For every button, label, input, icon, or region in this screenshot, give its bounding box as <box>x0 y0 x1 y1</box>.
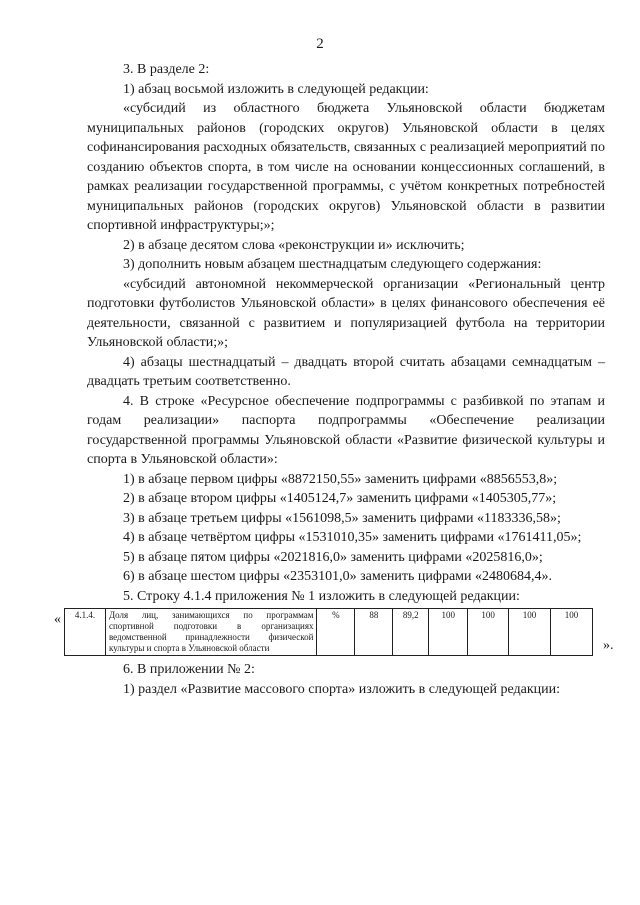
value-cell: 100 <box>468 609 509 656</box>
row-number-cell: 4.1.4. <box>65 609 106 656</box>
value-cell: 100 <box>551 609 593 656</box>
value-cell: 89,2 <box>393 609 429 656</box>
paragraph: 1) в абзаце первом цифры «8872150,55» заменить цифрами «8856553,8»; <box>123 471 558 487</box>
paragraph: 5) в абзаце пятом цифры «2021816,0» заменить цифрами «2025816,0»; <box>123 549 543 565</box>
paragraph: 5. Строку 4.1.4 приложения № 1 изложить в следующей редакции: <box>123 588 520 604</box>
value-cell: 100 <box>509 609 551 656</box>
quote-close: ». <box>603 638 614 653</box>
paragraph: 1) абзац восьмой изложить в следующей редакции: <box>123 81 429 97</box>
value-cell: 100 <box>429 609 468 656</box>
indicator-table <box>64 608 593 656</box>
quote-open: « <box>54 612 61 627</box>
paragraph: «субсидий из областного бюджета Ульяновской области бюджетам муниципальных районов (городских округов) Ульяновской области в целях софинансирования расходных обязательств, связанных с реализацией мероприятий по созданию объектов спорта, в том числе на основании концессионных соглашений, в рамках реализации государственной программы, с учётом конкретных потребностей муниципальных районов (городских округов) Ульяновской области в развитии спортивной инфраструктуры;»; <box>87 101 605 233</box>
paragraph: 4. В строке «Ресурсное обеспечение подпрограммы с разбивкой по этапам и годам реализации» паспорта подпрограммы «Обеспечение реализации государственной программы Ульяновской области «Развитие физической культуры и спорта в Ульяновской области»: <box>87 393 605 467</box>
paragraph: 6) в абзаце шестом цифры «2353101,0» заменить цифрами «2480684,4». <box>123 569 553 584</box>
paragraphs-bottom <box>87 660 605 699</box>
paragraphs-top <box>87 60 605 606</box>
row-name-cell: Доля лиц, занимающихся по программам спортивной подготовки в организациях ведомственной принадлежности физической культуры и спорта в Ульяновской области <box>105 609 317 656</box>
table-row-block <box>54 608 614 658</box>
document-body <box>54 60 614 699</box>
paragraph: 1) раздел «Развитие массового спорта» изложить в следующей редакции: <box>123 681 561 697</box>
paragraph: 4) абзацы шестнадцатый – двадцать второй считать абзацами семнадцатым – двадцать третьим соответственно. <box>87 354 605 389</box>
unit-cell: % <box>317 609 355 656</box>
table-row <box>65 609 593 656</box>
paragraph: 3) дополнить новым абзацем шестнадцатым следующего содержания: <box>123 257 542 272</box>
page-number: 2 <box>316 36 324 52</box>
paragraph: 2) в абзаце десятом слова «реконструкции и» исключить; <box>123 237 465 253</box>
paragraph: 3) в абзаце третьем цифры «1561098,5» заменить цифрами «1183336,58»; <box>123 510 561 526</box>
paragraph: 2) в абзаце втором цифры «1405124,7» заменить цифрами «1405305,77»; <box>123 491 557 506</box>
paragraph: «субсидий автономной некоммерческой организации «Региональный центр подготовки футболистов Ульяновской области» в целях финансового обеспечения её деятельности, связанной с развитием и популяризацией футбола на территории Ульяновской области;»; <box>87 276 605 350</box>
paragraph: 6. В приложении № 2: <box>123 662 255 677</box>
value-cell: 88 <box>355 609 393 656</box>
paragraph: 3. В разделе 2: <box>123 62 210 77</box>
paragraph: 4) в абзаце четвёртом цифры «1531010,35» заменить цифрами «1761411,05»; <box>123 530 582 545</box>
